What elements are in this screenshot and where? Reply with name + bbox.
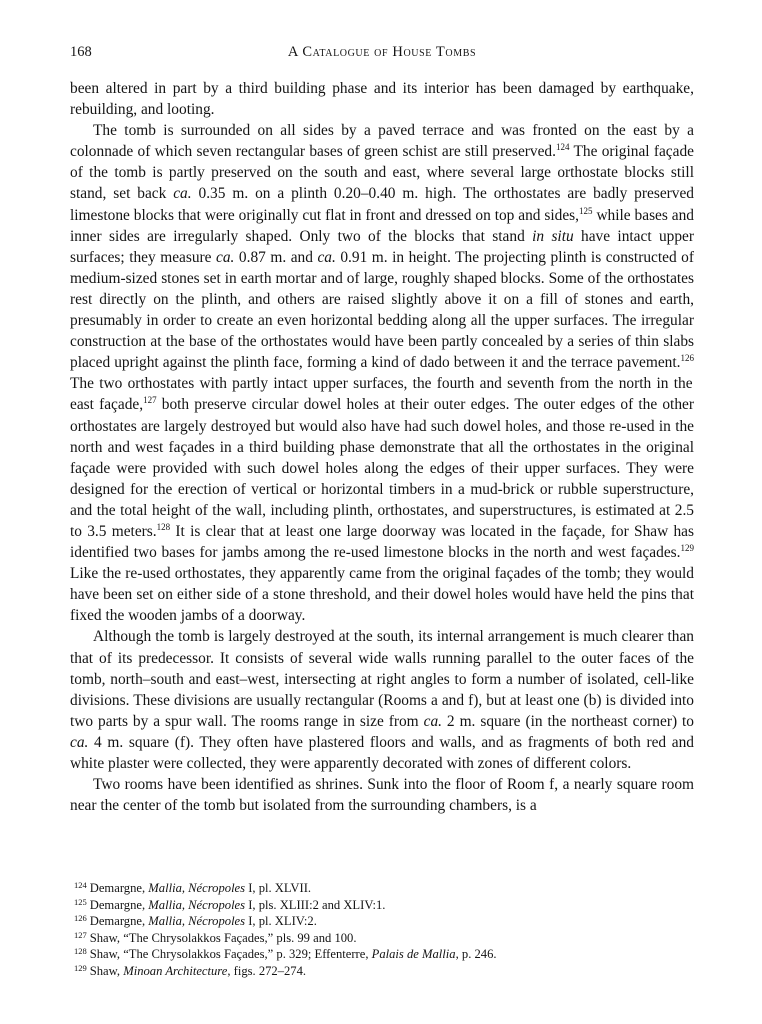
paragraph	[70, 626, 694, 774]
text-run: It is clear that at least one large doorway was located in the façade, for Shaw has identified two bases for jambs among the re-used limestone blocks in the north and west façades.	[70, 522, 694, 562]
page-number: 168	[70, 44, 92, 60]
body-text	[70, 78, 694, 816]
footnote-number: 128	[74, 946, 87, 956]
text-run: Shaw, “The Chrysolakkos Façades,” pls. 99 and 100.	[89, 930, 357, 945]
page-header	[70, 44, 694, 64]
italic-text: Mallia, Nécropoles	[148, 897, 246, 912]
footnote	[74, 946, 694, 963]
text-run: I, pl. XLIV:2.	[245, 914, 317, 928]
text-run: while bases and inner sides are irregularly shaped. Only two of the blocks that stand	[70, 206, 695, 245]
italic-text: ca.	[173, 185, 192, 203]
text-run: Two rooms have been identified as shrines. Sunk into the floor of Room f, a nearly square room near the center of the tomb but isolated from the surrounding chambers, is a	[70, 776, 694, 815]
text-run: I, pl. XLVII.	[245, 881, 312, 895]
footnote-number: 127	[74, 929, 87, 940]
italic-text: ca.	[317, 248, 336, 266]
text-run: 2 m. square (in the northeast corner) to	[441, 712, 694, 730]
italic-text: Minoan Architecture	[123, 963, 228, 978]
footnote	[74, 963, 694, 980]
text-run: Shaw, “The Chrysolakkos Façades,” p. 329; Effenterre,	[89, 947, 372, 961]
italic-text: ca.	[216, 248, 235, 266]
italic-text: ca.	[423, 712, 442, 730]
text-run: Shaw,	[89, 963, 124, 978]
text-run: , p. 246.	[455, 947, 497, 961]
footnote-ref: 125	[579, 205, 593, 216]
running-head: A Catalogue of House Tombs	[287, 44, 477, 60]
text-run: I, pls. XLIII:2 and XLIV:1.	[245, 897, 386, 912]
text-run: 4 m. square (f). They often have plastered floors and walls, and as fragments of both red and white plaster were collected, they were apparently decorated with zones of different colors.	[70, 733, 694, 772]
text-run: , figs. 272–274.	[227, 963, 307, 978]
paragraph	[70, 120, 694, 626]
footnote-number: 124	[74, 880, 87, 890]
footnote-number: 129	[74, 962, 87, 973]
footnote	[74, 897, 694, 914]
text-run: have intact upper surfaces; they measure	[70, 227, 695, 266]
text-run: Although the tomb is largely destroyed at the south, its internal arrangement is much clearer than that of its predecessor. It consists of several wide walls running parallel to the outer faces of the tomb, north–south and east–west, intersecting at right angles to form a number of isolated, cell-like divisions. These divisions are usually rectangular (Rooms a and f), but at least one (b) is divided into two parts by a spur wall. The rooms range in size from	[70, 628, 694, 730]
italic-text: Palais de Mallia	[371, 947, 456, 961]
footnotes	[74, 880, 694, 979]
text-run: The tomb is surrounded on all sides by a paved terrace and was fronted on the east by a colonnade of which seven rectangular bases of green schist are still preserved.	[70, 122, 694, 161]
italic-text: ca.	[70, 733, 89, 751]
text-run: Demargne,	[89, 881, 149, 895]
text-run: Like the re-used orthostates, they apparently came from the original façades of the tomb; they would have been set on either side of a stone threshold, and their dowel holes would have held the pins that fixed the wooden jambs of a doorway.	[70, 565, 694, 625]
text-run: The two orthostates with partly intact upper surfaces, the fourth and seventh from the north in the east façade,	[70, 375, 693, 414]
italic-text: Mallia, Nécropoles	[148, 914, 246, 928]
paragraph	[70, 78, 694, 120]
italic-text: Mallia, Nécropoles	[148, 881, 246, 895]
footnote	[74, 913, 694, 930]
footnote-number: 126	[74, 913, 87, 923]
footnote-number: 125	[74, 896, 87, 907]
paragraph	[70, 774, 694, 816]
text-run: Demargne,	[89, 897, 149, 912]
footnote-ref: 129	[680, 543, 694, 554]
text-run: both preserve circular dowel holes at their outer edges. The outer edges of the other orthostates are largely destroyed but would also have had such dowel holes, and those re-used in the north and west façades in a third building phase demonstrate that all the orthostates in the original façade were provided with such dowel holes along the edges of their upper surfaces. They were designed for the erection of vertical or horizontal timbers in a mud-brick or rubble superstructure, and the total height of the wall, including plinth, orthostates, and superstructures, is estimated at 2.5 to 3.5 meters.	[70, 396, 694, 540]
italic-text: in situ	[532, 227, 574, 245]
footnote-ref: 126	[680, 353, 694, 364]
text-run: been altered in part by a third building phase and its interior has been damaged by earthquake, rebuilding, and looting.	[70, 80, 694, 119]
footnote-ref: 127	[143, 395, 157, 406]
footnote	[74, 880, 694, 897]
text-run: 0.87 m. and	[234, 248, 318, 266]
footnote	[74, 930, 694, 947]
footnote-ref: 124	[555, 142, 570, 153]
text-run: 0.91 m. in height. The projecting plinth is constructed of medium-sized stones set in earth mortar and of large, roughly shaped blocks. Some of the orthostates rest directly on the plinth, and others are raised slightly above it on a fill of stones and earth, presumably in order to create an even horizontal bedding along all the upper surfaces. The irregular construction at the base of the orthostates would have been partly concealed by a series of thin slabs placed upright against the plinth face, forming a kind of dado between it and the terrace pavement.	[70, 248, 694, 372]
text-run: 0.35 m. on a plinth 0.20–0.40 m. high. The orthostates are badly preserved limestone blocks that were originally cut flat in front and dressed on top and sides,	[70, 185, 694, 224]
text-run: Demargne,	[89, 914, 149, 928]
footnote-ref: 128	[156, 521, 171, 532]
text-run: The original façade of the tomb is partly preserved on the south and east, where several large orthostate blocks still stand, set back	[70, 143, 694, 203]
